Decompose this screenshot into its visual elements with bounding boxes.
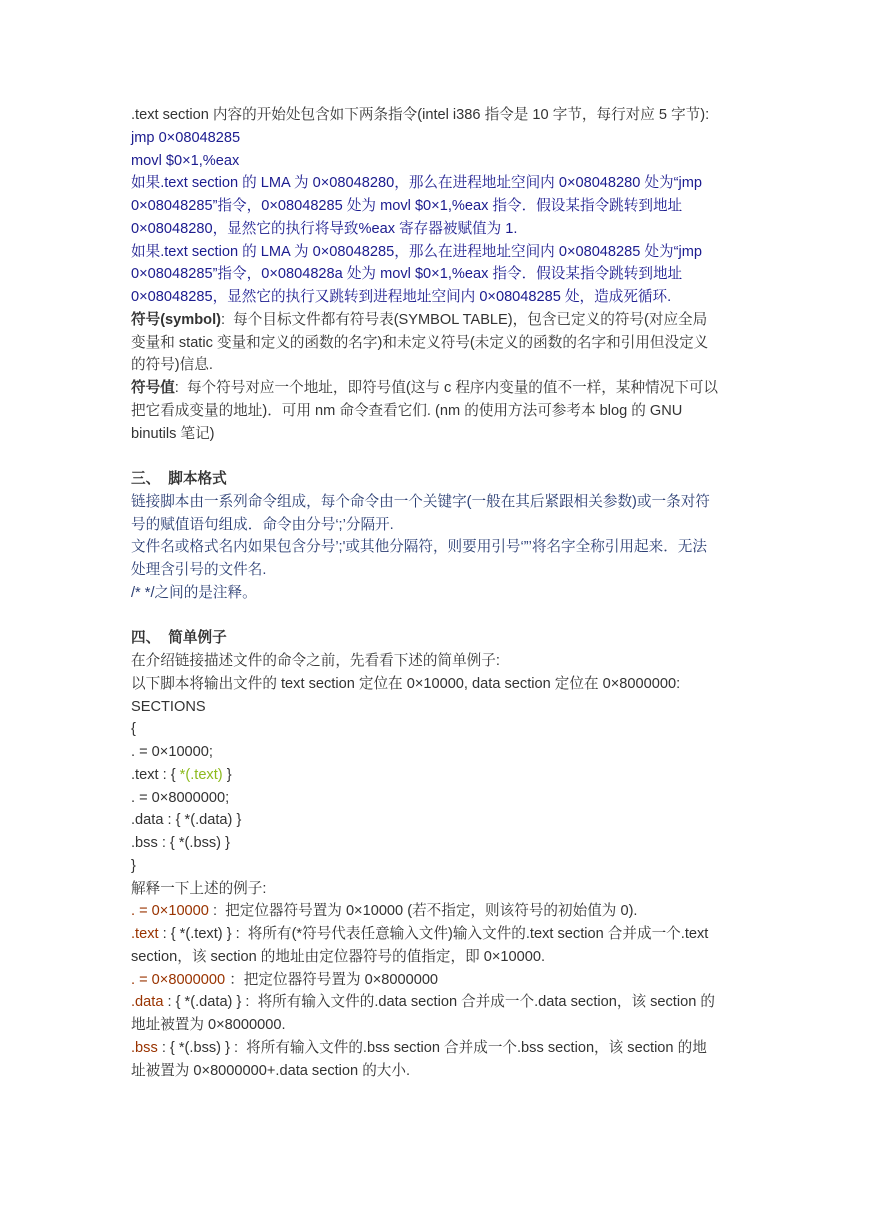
section-heading-script-format: 三、 脚本格式: [131, 471, 227, 487]
explain-text: : { *(.data) } : 将所有输入文件的.data section 合并成一个.data section，该 section 的: [163, 994, 715, 1011]
instruction-jmp: jmp 0×08048285: [131, 129, 241, 146]
code-line-open-brace: {: [131, 721, 136, 738]
symbol-value-term: 符号值: [131, 380, 175, 396]
explain-bss-line2: 址被置为 0×8000000+.data section 的大小.: [131, 1062, 411, 1079]
document-body: [131, 104, 741, 1082]
symbol-term: 符号(symbol): [131, 311, 221, 328]
explain-text-line1: [131, 923, 741, 946]
example-intro1: 在介绍链接描述文件的命令之前，先看看下述的简单例子:: [131, 653, 500, 669]
case2-line1: 如果.text section 的 LMA 为 0×08048285，那么在进程地址空间内 0×08048285 处为“jmp: [131, 243, 703, 260]
explain-key: .text: [131, 926, 159, 942]
explain-key: .bss: [131, 1039, 158, 1056]
explain-text: : { *(.text) } : 将所有(*符号代表任意输入文件)输入文件的.text section 合并成一个.text: [158, 926, 709, 942]
script-format-line1: 链接脚本由一系列命令组成，每个命令由一个关键字(一般在其后紧跟相关参数)或一条对符: [131, 493, 710, 510]
symbol-value-desc: : 每个符号对应一个地址，即符号值(这与 c 程序内变量的值不一样，某种情况下可以: [174, 380, 719, 396]
explain-locator-8000000: [131, 969, 741, 992]
explain-text-line2: section，该 section 的地址由定位器符号的值指定，即 0×10000.: [131, 948, 546, 965]
explain-text: : { *(.bss) } : 将所有输入文件的.bss section 合并成一个.bss section，该 section 的地: [157, 1039, 707, 1056]
section-heading-simple-example: 四、 简单例子: [131, 630, 227, 647]
explain-text: ：把定位器符号置为 0×8000000: [225, 971, 439, 988]
explain-text: : 把定位器符号置为 0×10000 (若不指定，则该符号的初始值为 0).: [208, 903, 638, 920]
explain-data-line2: 地址被置为 0×8000000.: [131, 1017, 286, 1033]
script-format-line3: 文件名或格式名内如果包含分号’;'或其他分隔符，则要用引号‘”’将名字全称引用起来．无法: [131, 539, 707, 556]
case2-line3: 0×08048285，显然它的执行又跳转到进程地址空间内 0×08048285 处，造成死循环.: [131, 289, 672, 305]
script-format-line4: 处理含引号的文件名.: [131, 562, 267, 578]
explain-data-line1: [131, 991, 741, 1014]
code-line-sections: SECTIONS: [131, 698, 206, 715]
code-line-locator-8000000: . = 0×8000000;: [131, 789, 230, 806]
symbol-value-line2: 把它看成变量的地址)．可用 nm 命令查看它们. (nm 的使用方法可参考本 blog 的 GNU: [131, 402, 683, 419]
explain-key: .data: [131, 994, 164, 1011]
case1-line3: 0×08048280，显然它的执行将导致%eax 寄存器被赋值为 1.: [131, 220, 518, 237]
blank-line: [131, 605, 741, 628]
explain-key: . = 0×8000000: [131, 971, 226, 988]
script-format-line2: 号的赋值语句组成．命令由分号‘;’分隔开.: [131, 516, 394, 533]
symbol-definition-line2: 变量和 static 变量和定义的函数的名字)和未定义符号(未定义的函数的名字和引用但没定义: [131, 334, 709, 351]
symbol-value-line3: binutils 笔记): [131, 425, 215, 442]
comment-note: /* */之间的是注释。: [131, 584, 257, 601]
code-line-close-brace: }: [131, 857, 136, 874]
symbol-value-line1: [131, 377, 741, 400]
code-line-locator-10000: . = 0×10000;: [131, 744, 213, 760]
code-line-data: .data : { *(.data) }: [131, 812, 242, 829]
blank-line: [131, 445, 741, 468]
explain-key: . = 0×10000: [131, 903, 209, 920]
instruction-movl: movl $0×1,%eax: [131, 152, 240, 169]
case1-line1: 如果.text section 的 LMA 为 0×08048280，那么在进程地址空间内 0×08048280 处为“jmp: [131, 175, 703, 192]
code-text-suffix: }: [222, 766, 232, 783]
example-intro2: 以下脚本将输出文件的 text section 定位在 0×10000, data section 定位在 0×8000000:: [131, 675, 681, 692]
code-line-bss: .bss : { *(.bss) }: [131, 835, 230, 851]
explain-bss-line1: [131, 1037, 741, 1060]
text-section-intro: .text section 内容的开始处包含如下两条指令(intel i386 指令是 10 字节，每行对应 5 字节):: [131, 107, 710, 123]
case1-line2: 0×08048285”指令，0×08048285 处为 movl $0×1,%eax 指令．假设某指令跳转到地址: [131, 198, 683, 214]
code-line-text: [131, 764, 741, 787]
symbol-definition-line3: 的符号)信息.: [131, 357, 213, 374]
code-text-prefix: .text : {: [131, 766, 180, 783]
explain-heading: 解释一下上述的例子:: [131, 880, 267, 897]
code-text-highlight: *(.text): [179, 766, 223, 783]
symbol-definition-line1: [131, 309, 741, 332]
symbol-desc: : 每个目标文件都有符号表(SYMBOL TABLE)，包含已定义的符号(对应全局: [221, 311, 708, 328]
explain-locator-10000: [131, 900, 741, 923]
case2-line2: 0×08048285”指令，0×0804828a 处为 movl $0×1,%eax 指令．假设某指令跳转到地址: [131, 266, 683, 283]
